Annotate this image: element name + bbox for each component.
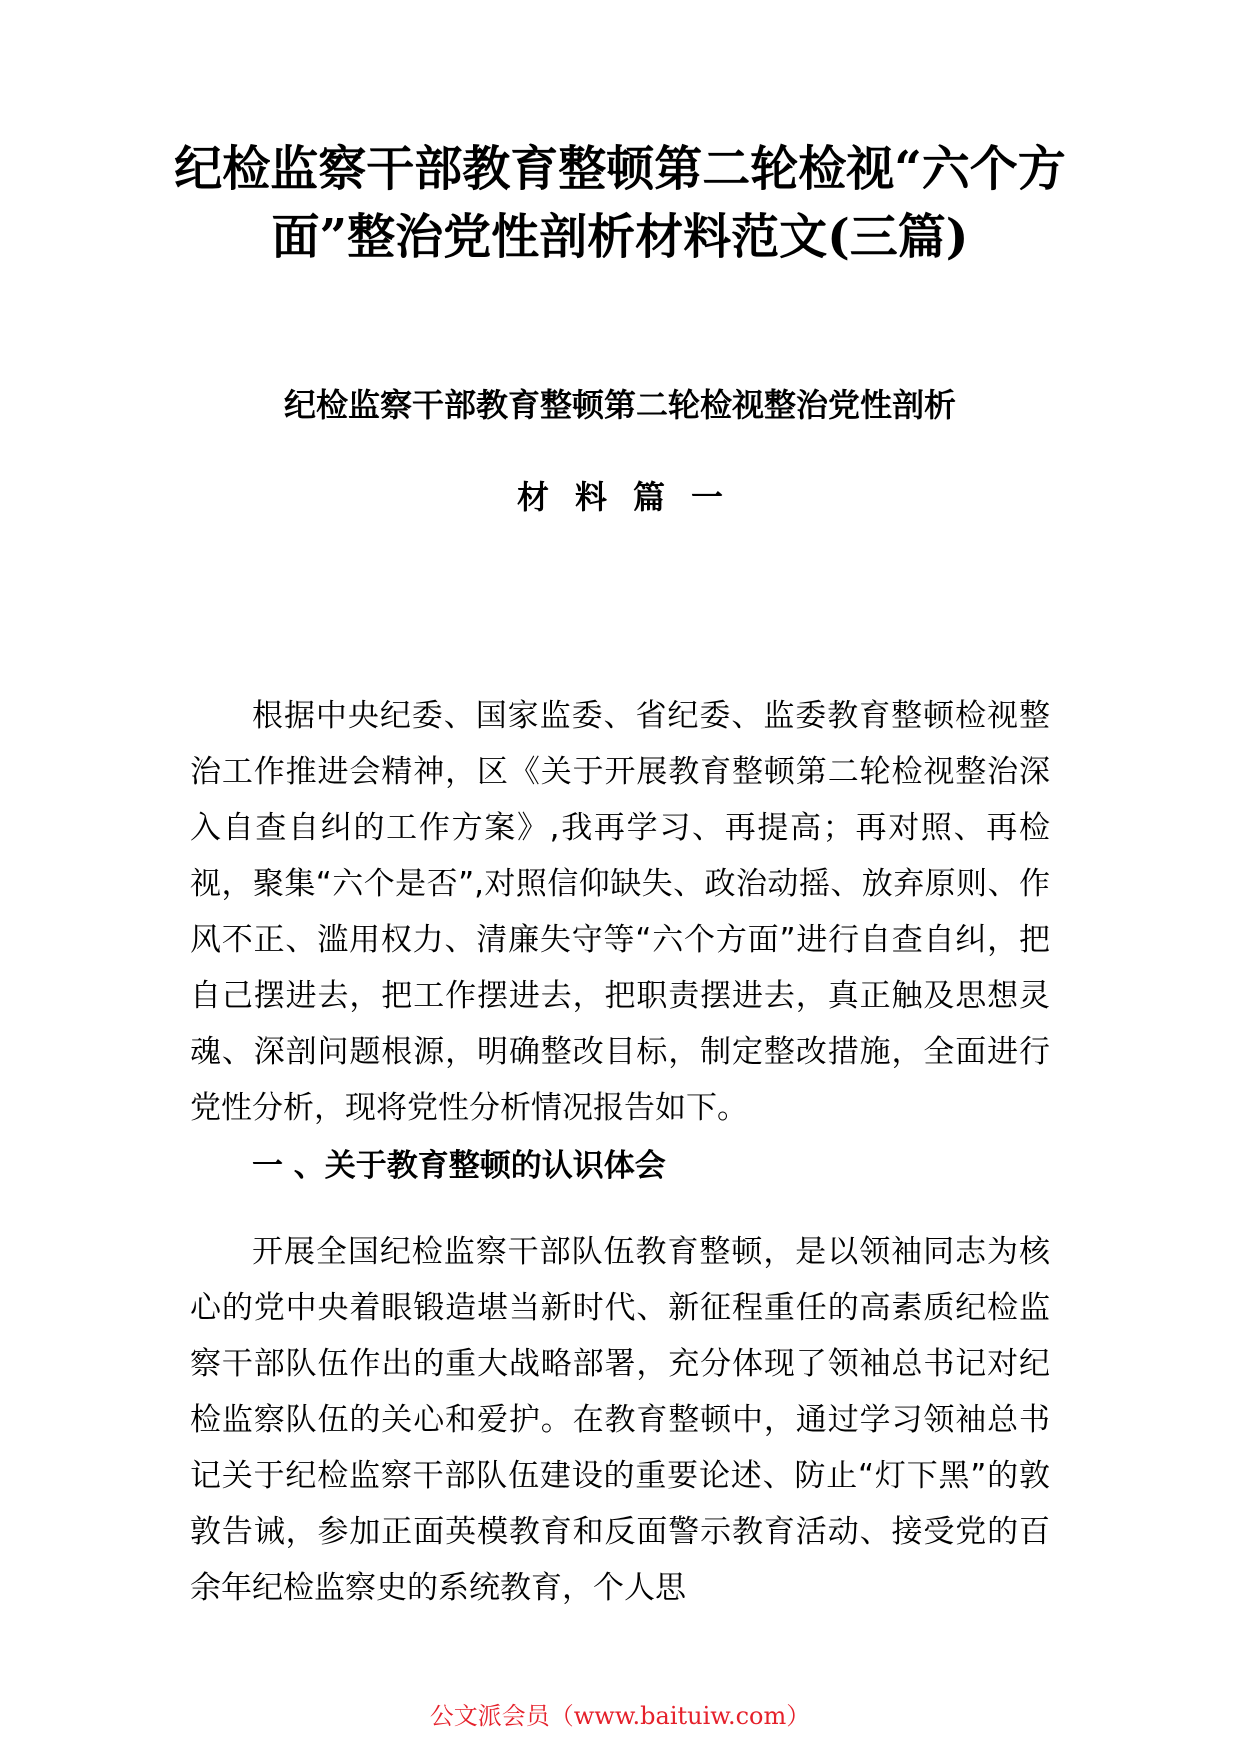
document-title-line-1: 纪检监察干部教育整顿第二轮检视“六个方 (174, 141, 1066, 197)
document-title-line-2: 面”整治党性剖析材料范文(三篇) (271, 209, 969, 265)
subtitle-line-1: 纪检监察干部教育整顿第二轮检视整治党性剖析 (283, 386, 956, 424)
document-title (150, 135, 1090, 271)
subtitle-line-2: 材料篇一 (516, 478, 749, 516)
section-1-paragraph: 开展全国纪检监察干部队伍教育整顿，是以领袖同志为核心的党中央着眼锻造堪当新时代、新征程重任的高素质纪检监察干部队伍作出的重大战略部署，充分体现了领袖总书记对纪检监察队伍的关心和爱护。在教育整顿中，通过学习领袖总书记关于纪检监察干部队伍建设的重要论述、防止“灯下黑”的敦敦告诫，参加正面英模教育和反面警示教育活动、接受党的百余年纪检监察史的系统教育，个人思 (190, 1234, 1050, 1606)
footer-watermark: 公文派会员（www.baituiw.com） (429, 1702, 811, 1730)
intro-paragraph: 根据中央纪委、国家监委、省纪委、监委教育整顿检视整治工作推进会精神，区《关于开展教育整顿第二轮检视整治深入自查自纠的工作方案》,我再学习、再提高；再对照、再检视，聚集“六个是否”,对照信仰缺失、政治动摇、放弃原则、作风不正、滥用权力、清廉失守等“六个方面”进行自查自纠，把自己摆进去，把工作摆进去，把职责摆进去，真正触及思想灵魂、深剖问题根源，明确整改目标，制定整改措施，全面进行党性分析，现将党性分析情况报告如下。 (190, 698, 1050, 1126)
document-subtitle (150, 380, 1090, 522)
section-heading-1: 一 、关于教育整顿的认识体会 (252, 1148, 666, 1184)
